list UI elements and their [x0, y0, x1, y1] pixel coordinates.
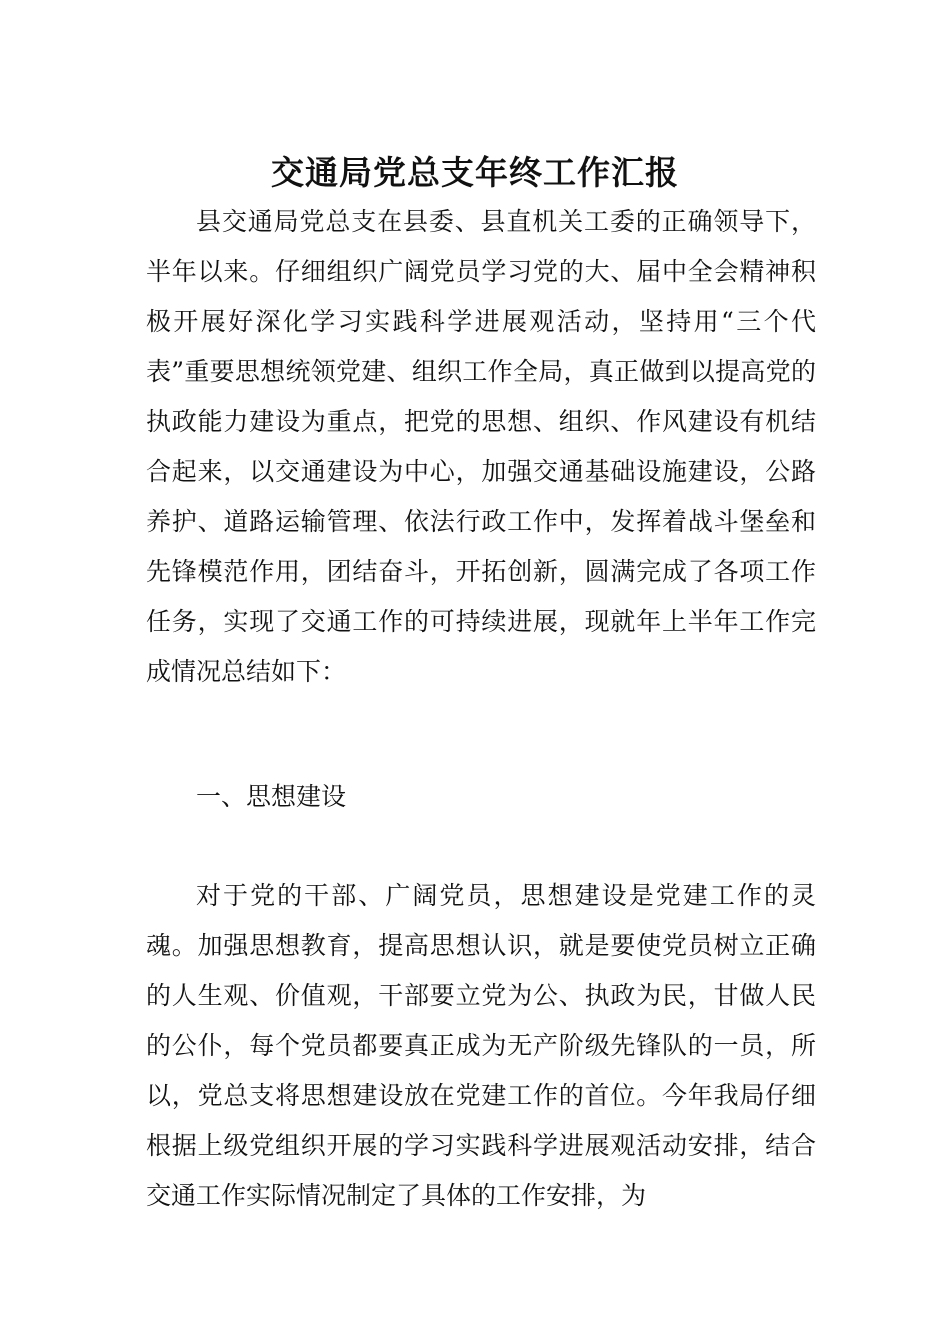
document-title: 交通局党总支年终工作汇报 [271, 153, 679, 193]
paragraph-intro: 县交通局党总支在县委、县直机关工委的正确领导下，半年以来。仔细组织广阔党员学习党的大、届中全会精神积极开展好深化学习实践科学进展观活动，坚持用“三个代表”重要思想统领党建、组织工作全局，真正做到以提高党的执政能力建设为重点，把党的思想、组织、作风建设有机结合起来，以交通建设为中心，加强交通基础设施建设，公路养护、道路运输管理、依法行政工作中，发挥着战斗堡垒和先锋模范作用，团结奋斗，开拓创新，圆满完成了各项工作任务，实现了交通工作的可持续进展，现就年上半年工作完成情况总结如下： [146, 207, 816, 686]
paragraph-ideological-building: 对于党的干部、广阔党员，思想建设是党建工作的灵魂。加强思想教育，提高思想认识，就是要使党员树立正确的人生观、价值观，干部要立党为公、执政为民，甘做人民的公仆，每个党员都要真正成为无产阶级先锋队的一员，所以，党总支将思想建设放在党建工作的首位。今年我局仔细根据上级党组织开展的学习实践科学进展观活动安排，结合交通工作实际情况制定了具体的工作安排，为 [146, 881, 816, 1210]
section-heading-ideological-building: 一、思想建设 [196, 782, 347, 811]
